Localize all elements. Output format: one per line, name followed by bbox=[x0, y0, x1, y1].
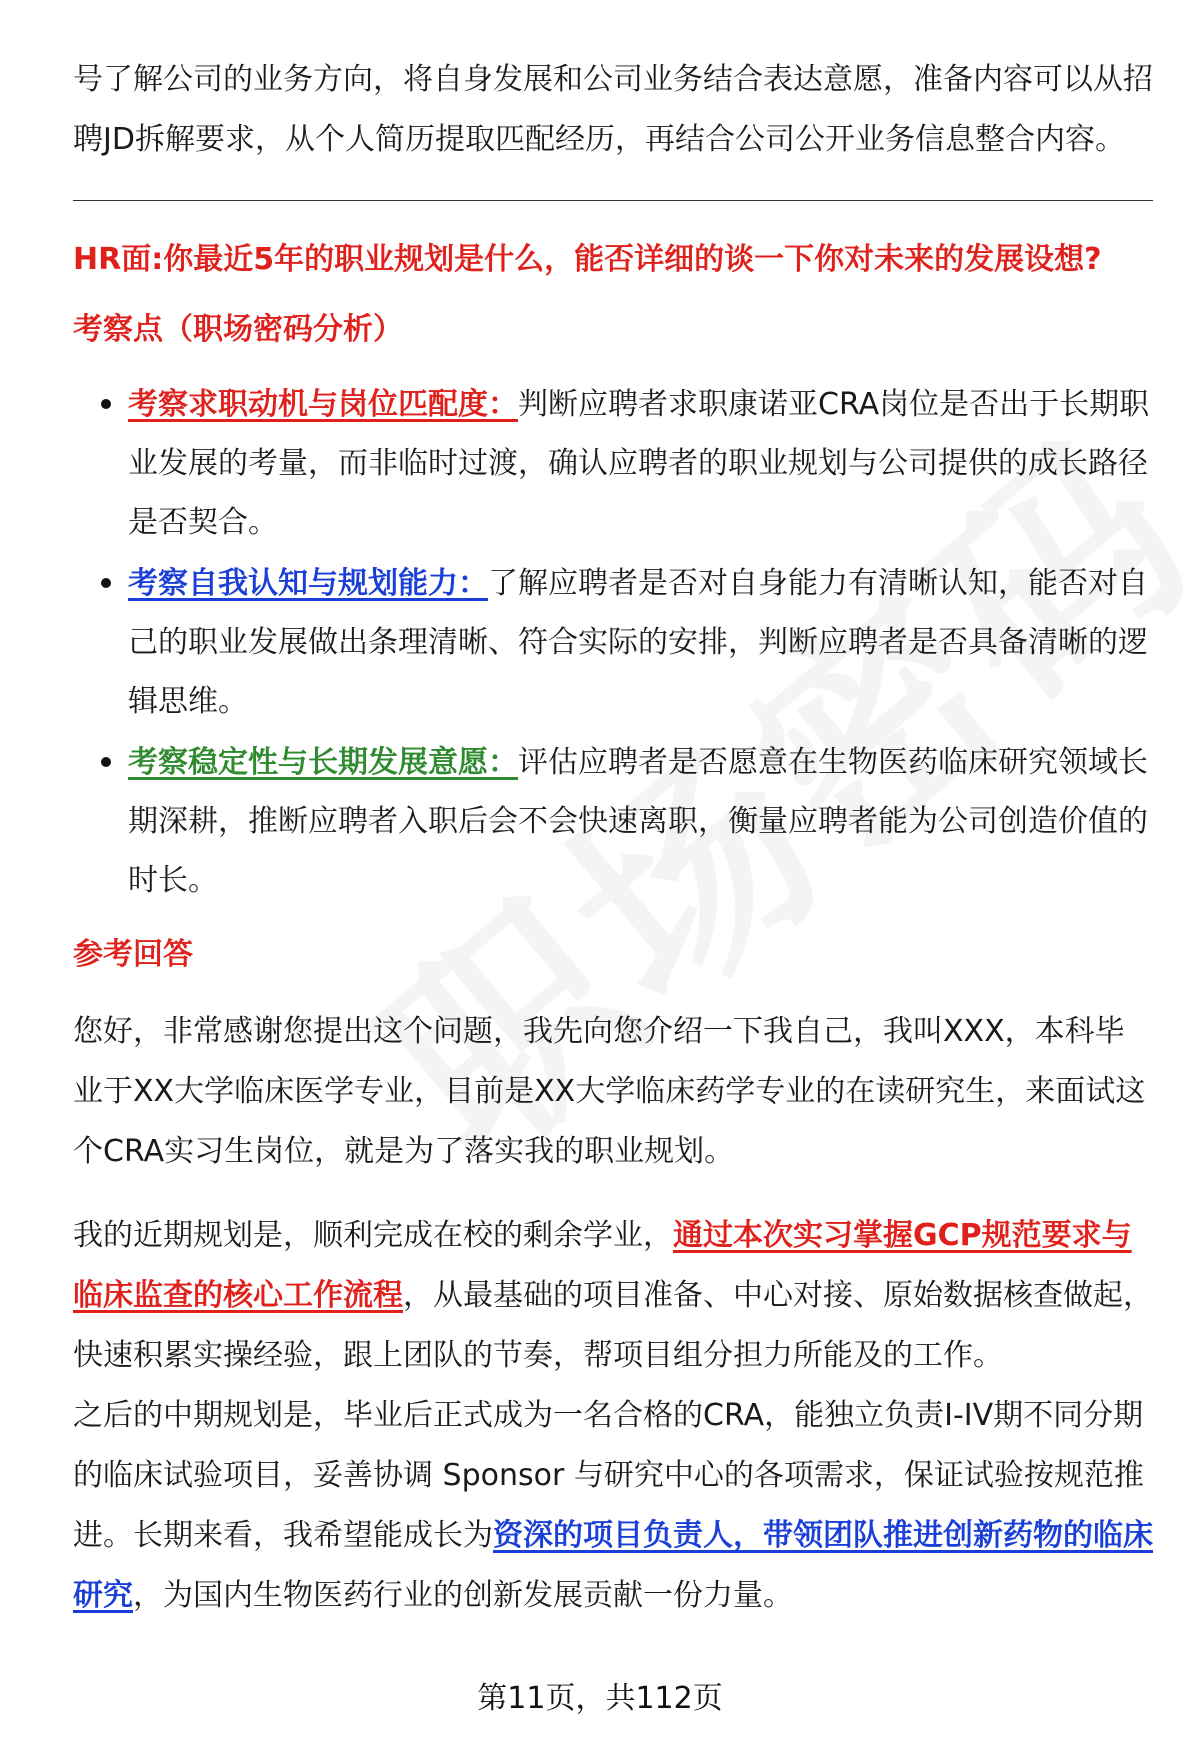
answer-heading: 参考回答 bbox=[73, 937, 193, 972]
highlight-text: 资深的项目负责人，带领团队推进创新药物的临床研究 bbox=[73, 1518, 1153, 1613]
list-item bbox=[128, 554, 1153, 731]
page-content bbox=[73, 50, 1153, 1626]
point-text: 判断应聘者求职康诺亚CRA岗位是否出于长期职业发展的考量，而非临时过渡，确认应聘者的职业规划与公司提供的成长路径是否契合。 bbox=[128, 387, 1150, 540]
answer-paragraph-1: 您好，非常感谢您提出这个问题，我先向您介绍一下我自己，我叫XXX，本科毕业于XX大学临床医学专业，目前是XX大学临床药学专业的在读研究生，来面试这个CRA实习生岗位，就是为了落实我的职业规划。 bbox=[73, 1014, 1146, 1169]
analysis-heading: 考察点（职场密码分析） bbox=[73, 312, 403, 347]
answer-paragraph-2 bbox=[73, 1206, 1153, 1386]
answer-text: ，从最基础的项目准备、中心对接、原始数据核查做起，快速积累实操经验，跟上团队的节奏，帮项目组分担力所能及的工作。 bbox=[73, 1278, 1153, 1373]
section-divider bbox=[73, 200, 1153, 201]
highlight-text: 通过本次实习掌握GCP规范要求与临床监查的核心工作流程 bbox=[73, 1218, 1132, 1313]
answer-text: ，为国内生物医药行业的创新发展贡献一份力量。 bbox=[133, 1578, 793, 1613]
answer-text: 我的近期规划是，顺利完成在校的剩余学业， bbox=[73, 1218, 673, 1253]
point-label: 考察自我认知与规划能力： bbox=[128, 566, 488, 601]
point-text: 评估应聘者是否愿意在生物医药临床研究领域长期深耕，推断应聘者入职后会不会快速离职，衡量应聘者能为公司创造价值的时长。 bbox=[128, 745, 1148, 898]
point-label: 考察稳定性与长期发展意愿： bbox=[128, 745, 518, 780]
analysis-points-list bbox=[73, 375, 1153, 910]
answer-paragraph-3 bbox=[73, 1386, 1153, 1626]
question-heading: HR面:你最近5年的职业规划是什么，能否详细的谈一下你对未来的发展设想? bbox=[73, 242, 1102, 277]
point-label: 考察求职动机与岗位匹配度： bbox=[128, 387, 518, 422]
intro-paragraph: 号了解公司的业务方向，将自身发展和公司业务结合表达意愿，准备内容可以从招聘JD拆解要求，从个人简历提取匹配经历，再结合公司公开业务信息整合内容。 bbox=[73, 62, 1153, 157]
list-item bbox=[128, 733, 1153, 910]
page-number: 第11页，共112页 bbox=[477, 1681, 723, 1716]
answer-text: 之后的中期规划是，毕业后正式成为一名合格的CRA，能独立负责I-IV期不同分期的临床试验项目，妥善协调 Sponsor 与研究中心的各项需求，保证试验按规范推进。长期来看，我希望能成长为 bbox=[73, 1398, 1144, 1553]
list-item bbox=[128, 375, 1153, 552]
point-text: 了解应聘者是否对自身能力有清晰认知，能否对自己的职业发展做出条理清晰、符合实际的安排，判断应聘者是否具备清晰的逻辑思维。 bbox=[128, 566, 1148, 719]
